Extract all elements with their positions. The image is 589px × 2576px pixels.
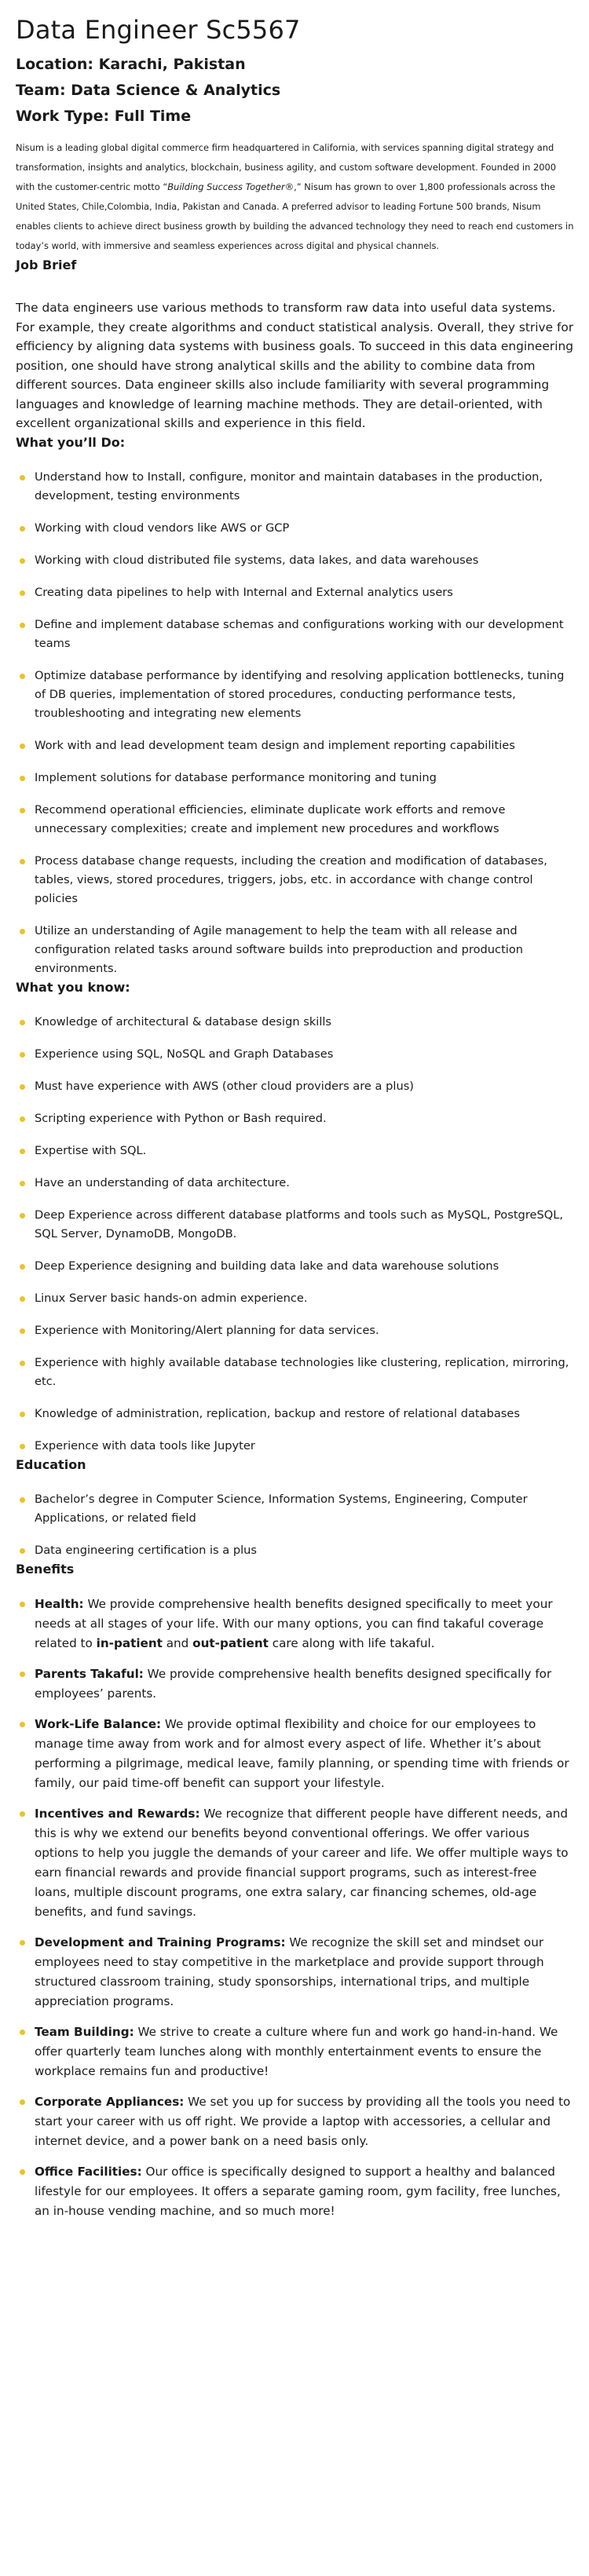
job-location: Location: Karachi, Pakistan	[16, 56, 246, 73]
benefit-title: Work-Life Balance:	[35, 1716, 162, 1731]
list-item: Scripting experience with Python or Bash required.	[16, 1109, 575, 1128]
list-item: Experience using SQL, NoSQL and Graph Databases	[16, 1045, 575, 1064]
benefit-item	[16, 2162, 575, 2221]
job-team: Team: Data Science & Analytics	[16, 82, 281, 99]
list-item: Define and implement database schemas and configurations working with our development teams	[16, 616, 575, 653]
list-item: Recommend operational efficiencies, eliminate duplicate work efforts and remove unnecessary complexities; create and implement new procedures and workflows	[16, 801, 575, 839]
list-item: Must have experience with AWS (other cloud providers are a plus)	[16, 1077, 575, 1096]
list-item: Utilize an understanding of Agile management to help the team with all release and configuration related tasks around software builds into preproduction and production environments.	[16, 922, 575, 978]
benefit-item	[16, 1715, 575, 1793]
intro-text-before: Nisum is a leading global digital commerce firm headquartered in California, with services spanning digital strategy and transformation, insights and analytics, blockchain, business agility, and custom software development. Founded in 2000 with the customer-centric motto “	[16, 142, 556, 192]
job-title: Data Engineer Sc5567	[16, 15, 301, 45]
what-you-do-list	[16, 468, 575, 978]
list-item: Deep Experience designing and building data lake and data warehouse solutions	[16, 1257, 575, 1276]
benefit-emphasis: in-patient	[96, 1635, 163, 1650]
list-item: Have an understanding of data architecture.	[16, 1174, 575, 1193]
benefit-text: and	[162, 1635, 193, 1650]
benefit-title: Team Building:	[35, 2024, 134, 2039]
list-item: Process database change requests, including the creation and modification of databases, tables, views, stored procedures, triggers, jobs, etc. in accordance with change control policies	[16, 852, 575, 908]
job-work-type: Work Type: Full Time	[16, 108, 192, 125]
benefit-title: Parents Takaful:	[35, 1666, 144, 1681]
list-item: Working with cloud distributed file systems, data lakes, and data warehouses	[16, 551, 575, 570]
list-item: Work with and lead development team design and implement reporting capabilities	[16, 736, 575, 755]
benefit-title: Incentives and Rewards:	[35, 1806, 200, 1821]
job-brief-text: The data engineers use various methods to transform raw data into useful data systems. For example, they create algorithms and conduct statistical analysis. Overall, they strive for efficiency by aligning data systems with business goals. To succeed in this data engineering position, one should have strong analytical skills and the ability to combine data from different sources. Data engineer skills also include familiarity with several programming languages and knowledge of learning machine methods. They are detail-oriented, with excellent organizational skills and experience in this field.	[16, 301, 574, 430]
benefit-item	[16, 2022, 575, 2081]
benefit-item	[16, 1933, 575, 2011]
benefit-text: We provide optimal flexibility and choice for our employees to manage time away from work and for almost every aspect of life. Whether it’s about performing a pilgrimage, medical leave, family planning, or spending time with friends or family, our paid time-off benefit can support your lifestyle.	[35, 1716, 569, 1790]
list-item: Experience with data tools like Jupyter	[16, 1437, 575, 1456]
benefit-text: We strive to create a culture where fun and work go hand-in-hand. We offer quarterly team lunches along with monthly entertainment events to ensure the workplace remains fun and productive!	[35, 2024, 558, 2078]
benefit-text: We recognize the skill set and mindset our employees need to stay competitive in the marketplace and provide support through structured classroom training, study sponsorships, international trips, and multiple appreciation programs.	[35, 1935, 544, 2008]
list-item: Data engineering certification is a plus	[16, 1541, 575, 1560]
what-you-do-heading: What you’ll Do:	[16, 434, 126, 450]
list-item: Knowledge of architectural & database design skills	[16, 1013, 575, 1032]
benefit-text: care along with life takaful.	[268, 1635, 435, 1650]
list-item: Bachelor’s degree in Computer Science, Information Systems, Engineering, Computer Applications, or related field	[16, 1490, 575, 1528]
benefit-item	[16, 2092, 575, 2151]
benefit-title: Corporate Appliances:	[35, 2094, 185, 2109]
benefit-emphasis: out-patient	[192, 1635, 269, 1650]
company-motto: Building Success Together®	[167, 181, 294, 192]
benefit-text: We provide comprehensive health benefits designed specifically for employees’ parents.	[35, 1666, 552, 1701]
what-you-know-heading: What you know:	[16, 979, 130, 995]
list-item: Optimize database performance by identifying and resolving application bottlenecks, tuning of DB queries, implementation of stored procedures, conducting performance tests, troubleshooting and integrating new elements	[16, 667, 575, 723]
list-item: Implement solutions for database performance monitoring and tuning	[16, 769, 575, 787]
intro-text-after: ,” Nisum has grown to over 1,800 professionals across the United States, Chile,Colombia, India, Pakistan and Canada. A preferred advisor to leading Fortune 500 brands, Nisum enables clients to achieve direct business growth by building the advanced technology they need to reach end customers in today’s world, with immersive and seamless experiences across digital and physical channels.	[16, 181, 574, 251]
benefits-heading: Benefits	[16, 1561, 75, 1577]
benefit-title: Health:	[35, 1596, 84, 1611]
benefit-item	[16, 1804, 575, 1922]
list-item: Expertise with SQL.	[16, 1142, 575, 1160]
benefits-list	[16, 1595, 575, 2221]
benefit-health	[16, 1595, 575, 1653]
job-brief-heading: Job Brief	[16, 258, 77, 272]
what-you-know-list	[16, 1013, 575, 1456]
list-item: Deep Experience across different database platforms and tools such as MySQL, PostgreSQL, SQL Server, DynamoDB, MongoDB.	[16, 1206, 575, 1244]
benefit-text: Our office is specifically designed to support a healthy and balanced lifestyle for our employees. It offers a separate gaming room, gym facility, free lunches, an in-house vending machine, and so much more!	[35, 2164, 561, 2218]
benefit-text: We set you up for success by providing all the tools you need to start your career with us off right. We provide a laptop with accessories, a cellular and internet device, and a power bank on a need basis only.	[35, 2094, 571, 2148]
education-list	[16, 1490, 575, 1560]
list-item: Understand how to Install, configure, monitor and maintain databases in the production, development, testing environments	[16, 468, 575, 506]
benefit-title: Office Facilities:	[35, 2164, 142, 2179]
list-item: Working with cloud vendors like AWS or GCP	[16, 519, 575, 538]
education-heading: Education	[16, 1456, 86, 1472]
list-item: Experience with Monitoring/Alert planning for data services.	[16, 1321, 575, 1340]
list-item: Creating data pipelines to help with Internal and External analytics users	[16, 583, 575, 602]
list-item: Linux Server basic hands-on admin experience.	[16, 1289, 575, 1308]
company-intro	[16, 138, 575, 256]
benefit-item	[16, 1664, 575, 1704]
benefit-title: Development and Training Programs:	[35, 1935, 286, 1949]
list-item: Knowledge of administration, replication, backup and restore of relational databases	[16, 1405, 575, 1423]
benefit-text: We recognize that different people have different needs, and this is why we extend our benefits beyond conventional offerings. We offer various options to help you juggle the demands of your career and life. We offer multiple ways to earn financial rewards and provide financial support programs, such as interest-free loans, multiple discount programs, one extra salary, car financing schemes, old-age benefits, and fund savings.	[35, 1806, 569, 1919]
list-item: Experience with highly available database technologies like clustering, replication, mirroring, etc.	[16, 1354, 575, 1391]
benefit-text: We provide comprehensive health benefits designed specifically to meet your needs at all stages of your life. With our many options, you can find takaful coverage related to	[35, 1596, 553, 1650]
